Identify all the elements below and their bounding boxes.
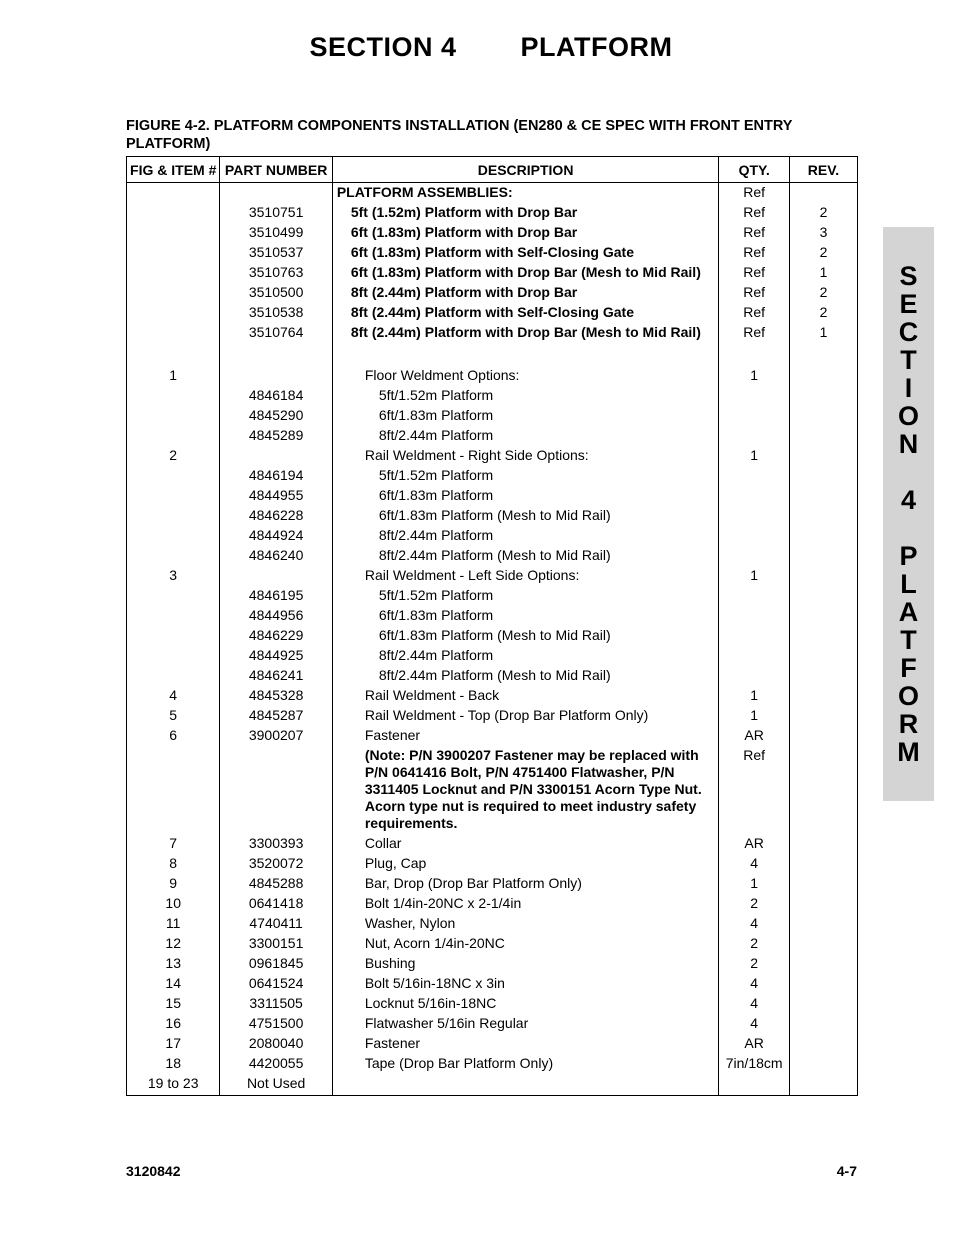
- table-row: [127, 223, 858, 243]
- spacer-cell: [220, 343, 332, 366]
- rev-cell: [789, 854, 857, 874]
- part-number-cell: 4845328: [220, 686, 332, 706]
- table-row: [127, 974, 858, 994]
- rev-cell: [789, 386, 857, 406]
- description-cell: 8ft/2.44m Platform (Mesh to Mid Rail): [332, 666, 719, 686]
- qty-cell: Ref: [719, 223, 790, 243]
- fig-item-cell: 12: [127, 934, 220, 954]
- part-number-cell: 3311505: [220, 994, 332, 1014]
- side-tab-letter: F: [900, 653, 917, 683]
- qty-cell: 4: [719, 994, 790, 1014]
- part-number-cell: 4420055: [220, 1054, 332, 1074]
- fig-item-cell: 18: [127, 1054, 220, 1074]
- table-row: [127, 746, 858, 834]
- rev-cell: [789, 486, 857, 506]
- fig-item-cell: 5: [127, 706, 220, 726]
- qty-cell: [719, 426, 790, 446]
- spacer-cell: [789, 343, 857, 366]
- qty-cell: [719, 466, 790, 486]
- fig-item-cell: [127, 426, 220, 446]
- side-tab-letter: L: [900, 569, 917, 599]
- table-row: [127, 546, 858, 566]
- description-cell: 6ft (1.83m) Platform with Self-Closing Gate: [332, 243, 719, 263]
- part-number-cell: [220, 366, 332, 386]
- part-number-cell: 3900207: [220, 726, 332, 746]
- fig-item-cell: [127, 486, 220, 506]
- qty-cell: [719, 666, 790, 686]
- fig-item-cell: 10: [127, 894, 220, 914]
- rev-cell: 2: [789, 283, 857, 303]
- rev-cell: [789, 586, 857, 606]
- description-cell: 6ft/1.83m Platform: [332, 606, 719, 626]
- fig-item-cell: [127, 203, 220, 223]
- qty-cell: 2: [719, 954, 790, 974]
- part-number-cell: 4845287: [220, 706, 332, 726]
- rev-cell: [789, 1034, 857, 1054]
- description-cell: 5ft/1.52m Platform: [332, 586, 719, 606]
- description-cell: Nut, Acorn 1/4in-20NC: [332, 934, 719, 954]
- fig-item-cell: [127, 746, 220, 834]
- table-row: [127, 854, 858, 874]
- rev-cell: 2: [789, 303, 857, 323]
- rev-cell: [789, 894, 857, 914]
- side-tab-letter: A: [898, 597, 919, 627]
- table-row: [127, 203, 858, 223]
- table-row: [127, 1014, 858, 1034]
- fig-item-cell: [127, 386, 220, 406]
- qty-cell: 4: [719, 1014, 790, 1034]
- part-number-cell: 3510500: [220, 283, 332, 303]
- rev-cell: [789, 526, 857, 546]
- qty-cell: [719, 526, 790, 546]
- table-row: [127, 446, 858, 466]
- part-number-cell: 4846228: [220, 506, 332, 526]
- description-cell: Rail Weldment - Back: [332, 686, 719, 706]
- fig-item-cell: 7: [127, 834, 220, 854]
- table-row: [127, 283, 858, 303]
- qty-cell: Ref: [719, 323, 790, 343]
- fig-item-cell: 4: [127, 686, 220, 706]
- side-tab-letter: T: [900, 625, 917, 655]
- table-row: [127, 934, 858, 954]
- description-cell: (Note: P/N 3900207 Fastener may be replaced with P/N 0641416 Bolt, P/N 4751400 Flatwasher, P/N 3311405 Locknut and P/N 3300151 Acorn Type Nut. Acorn type nut is required to meet industry safety requirements.: [332, 746, 719, 834]
- qty-cell: Ref: [719, 183, 790, 203]
- qty-cell: [719, 406, 790, 426]
- rev-cell: [789, 974, 857, 994]
- part-number-cell: 4844955: [220, 486, 332, 506]
- qty-cell: [719, 486, 790, 506]
- qty-cell: Ref: [719, 243, 790, 263]
- spacer-cell: [127, 343, 220, 366]
- part-number-cell: 3300393: [220, 834, 332, 854]
- rev-cell: [789, 606, 857, 626]
- side-tab-letter: O: [897, 681, 919, 711]
- side-tab-letter: S: [899, 261, 918, 291]
- description-cell: 5ft (1.52m) Platform with Drop Bar: [332, 203, 719, 223]
- fig-item-cell: 19 to 23: [127, 1074, 220, 1096]
- description-cell: Collar: [332, 834, 719, 854]
- qty-cell: [719, 606, 790, 626]
- fig-item-cell: 9: [127, 874, 220, 894]
- fig-item-cell: 2: [127, 446, 220, 466]
- description-cell: Washer, Nylon: [332, 914, 719, 934]
- side-tab-letter: C: [898, 317, 919, 347]
- part-number-cell: 4751500: [220, 1014, 332, 1034]
- part-number-cell: 4740411: [220, 914, 332, 934]
- part-number-cell: 4844956: [220, 606, 332, 626]
- fig-item-cell: [127, 666, 220, 686]
- description-cell: 8ft/2.44m Platform (Mesh to Mid Rail): [332, 546, 719, 566]
- fig-item-cell: 6: [127, 726, 220, 746]
- table-row: [127, 466, 858, 486]
- part-number-cell: 4846195: [220, 586, 332, 606]
- part-number-cell: 4844924: [220, 526, 332, 546]
- table-row: [127, 706, 858, 726]
- rev-cell: [789, 874, 857, 894]
- qty-cell: 2: [719, 894, 790, 914]
- rev-cell: [789, 746, 857, 834]
- spacer-cell: [332, 343, 719, 366]
- part-number-cell: 0641418: [220, 894, 332, 914]
- description-cell: 8ft/2.44m Platform: [332, 646, 719, 666]
- rev-cell: 2: [789, 203, 857, 223]
- table-row: [127, 914, 858, 934]
- fig-item-cell: 17: [127, 1034, 220, 1054]
- parts-table: [126, 156, 858, 1096]
- fig-item-cell: [127, 466, 220, 486]
- qty-cell: [719, 546, 790, 566]
- table-row: [127, 386, 858, 406]
- description-cell: 6ft/1.83m Platform: [332, 406, 719, 426]
- fig-item-cell: [127, 646, 220, 666]
- table-row: [127, 323, 858, 343]
- column-header-rev: REV.: [789, 157, 857, 183]
- part-number-cell: 4845289: [220, 426, 332, 446]
- description-cell: Fastener: [332, 726, 719, 746]
- description-cell: Bushing: [332, 954, 719, 974]
- table-row: [127, 566, 858, 586]
- side-tab-letter: O: [897, 401, 919, 431]
- side-tab-letter: I: [904, 373, 913, 403]
- table-row: [127, 834, 858, 854]
- rev-cell: [789, 726, 857, 746]
- rev-cell: [789, 666, 857, 686]
- rev-cell: [789, 506, 857, 526]
- table-row: [127, 726, 858, 746]
- qty-cell: 2: [719, 934, 790, 954]
- fig-item-cell: [127, 243, 220, 263]
- part-number-cell: 4845288: [220, 874, 332, 894]
- rev-cell: 1: [789, 323, 857, 343]
- description-cell: 8ft (2.44m) Platform with Drop Bar: [332, 283, 719, 303]
- description-cell: 8ft/2.44m Platform: [332, 526, 719, 546]
- table-row: [127, 954, 858, 974]
- description-cell: Bolt 1/4in-20NC x 2-1/4in: [332, 894, 719, 914]
- side-tab-letter: M: [897, 737, 920, 767]
- table-row: [127, 874, 858, 894]
- description-cell: 6ft/1.83m Platform (Mesh to Mid Rail): [332, 626, 719, 646]
- rev-cell: [789, 686, 857, 706]
- description-cell: Rail Weldment - Left Side Options:: [332, 566, 719, 586]
- rev-cell: 3: [789, 223, 857, 243]
- qty-cell: 1: [719, 446, 790, 466]
- table-row: [127, 243, 858, 263]
- table-row: [127, 1034, 858, 1054]
- table-row: [127, 486, 858, 506]
- part-number-cell: 4846184: [220, 386, 332, 406]
- table-row: [127, 526, 858, 546]
- description-cell: Tape (Drop Bar Platform Only): [332, 1054, 719, 1074]
- description-cell: Floor Weldment Options:: [332, 366, 719, 386]
- rev-cell: [789, 366, 857, 386]
- parts-table-body: [127, 183, 858, 1096]
- qty-cell: 1: [719, 686, 790, 706]
- qty-cell: 1: [719, 566, 790, 586]
- table-spacer-row: [127, 343, 858, 366]
- fig-item-cell: [127, 506, 220, 526]
- description-cell: 6ft/1.83m Platform (Mesh to Mid Rail): [332, 506, 719, 526]
- part-number-cell: 2080040: [220, 1034, 332, 1054]
- column-header-part-number: PART NUMBER: [220, 157, 332, 183]
- spacer-cell: [719, 343, 790, 366]
- rev-cell: [789, 426, 857, 446]
- rev-cell: [789, 546, 857, 566]
- description-cell: 6ft (1.83m) Platform with Drop Bar (Mesh to Mid Rail): [332, 263, 719, 283]
- qty-cell: AR: [719, 834, 790, 854]
- description-cell: Bar, Drop (Drop Bar Platform Only): [332, 874, 719, 894]
- part-number-cell: 4846229: [220, 626, 332, 646]
- side-tab-letter: T: [900, 345, 917, 375]
- part-number-cell: 4846241: [220, 666, 332, 686]
- qty-cell: Ref: [719, 263, 790, 283]
- rev-cell: [789, 954, 857, 974]
- part-number-cell: 3520072: [220, 854, 332, 874]
- table-row: [127, 586, 858, 606]
- table-header-row: [127, 157, 858, 183]
- part-number-cell: 3510537: [220, 243, 332, 263]
- description-cell: 6ft/1.83m Platform: [332, 486, 719, 506]
- table-row: [127, 303, 858, 323]
- side-tab-letter: R: [898, 709, 919, 739]
- part-number-cell: [220, 746, 332, 834]
- rev-cell: [789, 406, 857, 426]
- rev-cell: [789, 626, 857, 646]
- table-row: [127, 686, 858, 706]
- column-header-qty: QTY.: [719, 157, 790, 183]
- description-cell: 6ft (1.83m) Platform with Drop Bar: [332, 223, 719, 243]
- description-cell: 8ft/2.44m Platform: [332, 426, 719, 446]
- fig-item-cell: [127, 586, 220, 606]
- qty-cell: Ref: [719, 746, 790, 834]
- part-number-cell: 3510499: [220, 223, 332, 243]
- section-side-tab: [883, 227, 934, 801]
- rev-cell: [789, 1074, 857, 1096]
- qty-cell: Ref: [719, 203, 790, 223]
- fig-item-cell: [127, 323, 220, 343]
- table-row: [127, 646, 858, 666]
- column-header-fig-item: FIG & ITEM #: [127, 157, 220, 183]
- fig-item-cell: [127, 263, 220, 283]
- part-number-cell: 3510751: [220, 203, 332, 223]
- rev-cell: [789, 646, 857, 666]
- side-tab-letter: N: [898, 429, 919, 459]
- description-cell: Fastener: [332, 1034, 719, 1054]
- qty-cell: [719, 646, 790, 666]
- description-cell: Bolt 5/16in-18NC x 3in: [332, 974, 719, 994]
- qty-cell: 1: [719, 706, 790, 726]
- part-number-cell: [220, 446, 332, 466]
- part-number-cell: 3300151: [220, 934, 332, 954]
- table-row: [127, 626, 858, 646]
- table-row: [127, 406, 858, 426]
- description-cell: Locknut 5/16in-18NC: [332, 994, 719, 1014]
- qty-cell: 4: [719, 854, 790, 874]
- description-cell: 5ft/1.52m Platform: [332, 386, 719, 406]
- section-title: SECTION 4 PLATFORM: [309, 32, 673, 62]
- fig-item-cell: 16: [127, 1014, 220, 1034]
- rev-cell: 1: [789, 263, 857, 283]
- table-row: [127, 426, 858, 446]
- fig-item-cell: [127, 406, 220, 426]
- part-number-cell: 4846194: [220, 466, 332, 486]
- rev-cell: [789, 834, 857, 854]
- rev-cell: [789, 566, 857, 586]
- qty-cell: [719, 626, 790, 646]
- fig-item-cell: 1: [127, 366, 220, 386]
- fig-item-cell: 14: [127, 974, 220, 994]
- qty-cell: [719, 586, 790, 606]
- fig-item-cell: [127, 283, 220, 303]
- fig-item-cell: [127, 526, 220, 546]
- part-number-cell: [220, 183, 332, 203]
- qty-cell: [719, 506, 790, 526]
- fig-item-cell: [127, 223, 220, 243]
- table-row: [127, 994, 858, 1014]
- qty-cell: AR: [719, 1034, 790, 1054]
- table-row: [127, 366, 858, 386]
- description-cell: PLATFORM ASSEMBLIES:: [332, 183, 719, 203]
- description-cell: 5ft/1.52m Platform: [332, 466, 719, 486]
- table-row: [127, 1054, 858, 1074]
- rev-cell: [789, 706, 857, 726]
- fig-item-cell: [127, 606, 220, 626]
- table-row: [127, 506, 858, 526]
- fig-item-cell: 15: [127, 994, 220, 1014]
- part-number-cell: 3510763: [220, 263, 332, 283]
- qty-cell: 1: [719, 874, 790, 894]
- rev-cell: [789, 183, 857, 203]
- qty-cell: 7in/18cm: [719, 1054, 790, 1074]
- qty-cell: 1: [719, 366, 790, 386]
- side-tab-letter: 4: [900, 485, 917, 515]
- part-number-cell: 4846240: [220, 546, 332, 566]
- rev-cell: [789, 466, 857, 486]
- fig-item-cell: 8: [127, 854, 220, 874]
- part-number-cell: 4845290: [220, 406, 332, 426]
- table-row: [127, 606, 858, 626]
- fig-item-cell: [127, 546, 220, 566]
- part-number-cell: Not Used: [220, 1074, 332, 1096]
- description-cell: Rail Weldment - Right Side Options:: [332, 446, 719, 466]
- document-number: 3120842: [126, 1163, 181, 1179]
- description-cell: Rail Weldment - Top (Drop Bar Platform Only): [332, 706, 719, 726]
- part-number-cell: 3510538: [220, 303, 332, 323]
- qty-cell: [719, 1074, 790, 1096]
- rev-cell: [789, 1054, 857, 1074]
- qty-cell: AR: [719, 726, 790, 746]
- fig-item-cell: [127, 183, 220, 203]
- part-number-cell: 3510764: [220, 323, 332, 343]
- part-number-cell: 0961845: [220, 954, 332, 974]
- side-tab-letter: P: [899, 541, 918, 571]
- description-cell: [332, 1074, 719, 1096]
- fig-item-cell: 13: [127, 954, 220, 974]
- description-cell: Flatwasher 5/16in Regular: [332, 1014, 719, 1034]
- figure-title: FIGURE 4-2. PLATFORM COMPONENTS INSTALLATION (EN280 & CE SPEC WITH FRONT ENTRY PLATFORM): [126, 118, 793, 152]
- fig-item-cell: 11: [127, 914, 220, 934]
- qty-cell: 4: [719, 974, 790, 994]
- fig-item-cell: [127, 303, 220, 323]
- table-row: [127, 1074, 858, 1096]
- qty-cell: [719, 386, 790, 406]
- table-row: [127, 183, 858, 203]
- rev-cell: [789, 1014, 857, 1034]
- rev-cell: [789, 914, 857, 934]
- rev-cell: 2: [789, 243, 857, 263]
- table-row: [127, 894, 858, 914]
- rev-cell: [789, 934, 857, 954]
- qty-cell: 4: [719, 914, 790, 934]
- fig-item-cell: 3: [127, 566, 220, 586]
- side-tab-letter: E: [899, 289, 918, 319]
- table-row: [127, 666, 858, 686]
- rev-cell: [789, 994, 857, 1014]
- part-number-cell: [220, 566, 332, 586]
- column-header-description: DESCRIPTION: [332, 157, 719, 183]
- qty-cell: Ref: [719, 303, 790, 323]
- part-number-cell: 0641524: [220, 974, 332, 994]
- description-cell: 8ft (2.44m) Platform with Self-Closing Gate: [332, 303, 719, 323]
- page-number: 4-7: [836, 1163, 857, 1179]
- part-number-cell: 4844925: [220, 646, 332, 666]
- fig-item-cell: [127, 626, 220, 646]
- description-cell: Plug, Cap: [332, 854, 719, 874]
- qty-cell: Ref: [719, 283, 790, 303]
- table-row: [127, 263, 858, 283]
- description-cell: 8ft (2.44m) Platform with Drop Bar (Mesh to Mid Rail): [332, 323, 719, 343]
- rev-cell: [789, 446, 857, 466]
